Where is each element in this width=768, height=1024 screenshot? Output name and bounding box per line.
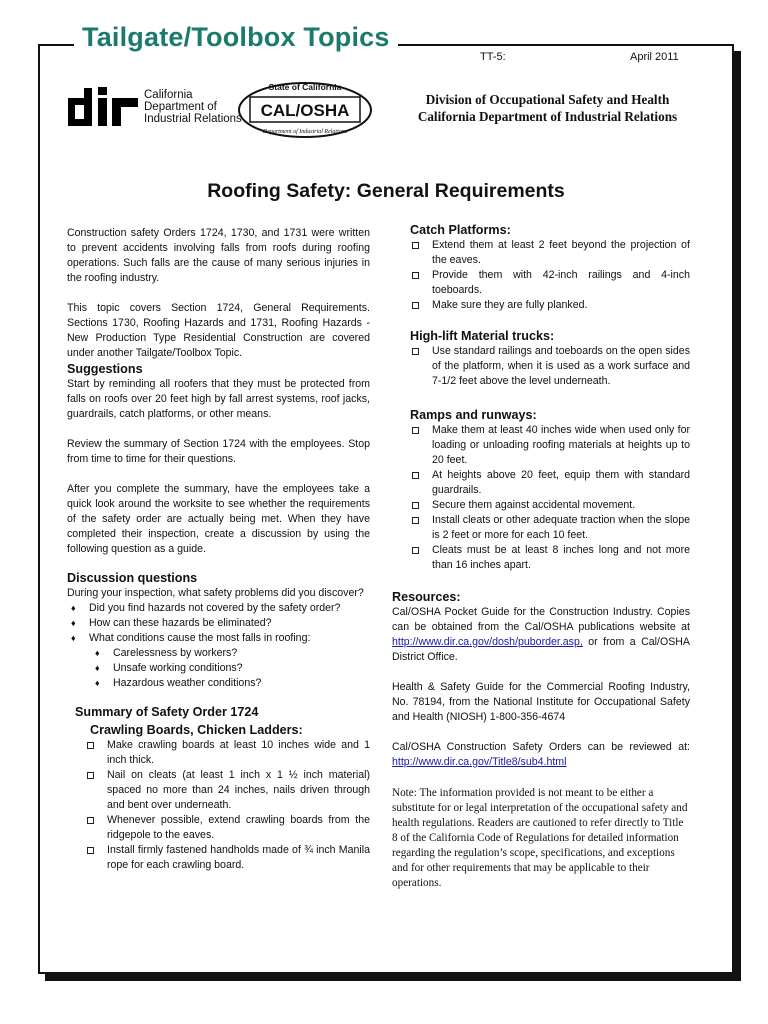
list-item: Make crawling boards at least 10 inches wide and 1 inch thick. [85,738,370,768]
page-title: Roofing Safety: General Requirements [207,180,565,202]
left-column [67,226,370,873]
suggestion-paragraph-1: Start by reminding all roofers that they must be protected from falls on roofs over 20 feet high by fall arrest systems, roof jacks, guardrails, catch platforms, or other means. [67,378,370,420]
issue-date: April 2011 [630,51,679,63]
resource-safety-orders: Cal/OSHA Construction Safety Orders can be reviewed at: http://www.dir.ca.gov/Title8/sub4.html [392,741,690,768]
list-item: Make them at least 40 inches wide when used only for loading or unloading roofing materials at heights up to 20 feet. [410,423,690,468]
dir-logo-mark: dir [68,129,70,130]
list-item: ♦ Hazardous weather conditions? [67,676,370,691]
dir-logo-text: California Department of Industrial Relations [144,89,242,125]
list-item: Install cleats or other adequate traction when the slope is 2 feet or more for each 10 feet. [410,513,690,543]
high-lift-heading: High-lift Material trucks: [410,329,555,343]
list-item: Use standard railings and toeboards on the open sides of the platform, when it is used as a work surface and 7-1/2 feet above the level underneath. [410,344,690,389]
osha-logo-main: CAL/OSHA [260,101,350,120]
list-item: Provide them with 42-inch railings and 4-inch toeboards. [410,268,690,298]
list-item: At heights above 20 feet, equip them with standard guardrails. [410,468,690,498]
discussion-intro: During your inspection, what safety problems did you discover? [67,587,364,599]
intro-paragraph-1: Construction safety Orders 1724, 1730, and 1731 were written to prevent accidents involving falls from roofs during roofing operations. Such falls are the cause of many serious injuries in the roofing industry. [67,227,370,284]
list-item: ♦ Carelessness by workers? [67,646,370,661]
suggestions-heading: Suggestions [67,362,143,376]
list-item: Install firmly fastened handholds made of ¾ inch Manila rope for each crawling board. [85,843,370,873]
list-item: Whenever possible, extend crawling boards from the ridgepole to the eaves. [85,813,370,843]
list-item: Make sure they are fully planked. [410,298,690,313]
high-lift-list [392,344,690,389]
osha-logo-top: State of California [268,82,342,92]
list-item: ♦ Unsafe working conditions? [67,661,370,676]
list-item: ♦ How can these hazards be eliminated? [67,616,370,631]
banner-title: Tailgate/Toolbox Topics [74,22,398,53]
summary-heading: Summary of Safety Order 1724 [75,705,259,719]
list-item: ♦ What conditions cause the most falls in roofing: [67,631,370,646]
crawling-boards-list [67,738,370,873]
discussion-sublist [67,646,370,691]
discussion-heading: Discussion questions [67,571,198,585]
resource-pocket-guide: Cal/OSHA Pocket Guide for the Construction Industry. Copies can be obtained from the Cal/OSHA publications website at http://www.dir.ca.gov/dosh/puborder.asp, or from a Cal/OSHA District Office. [392,606,690,663]
title8-link[interactable]: http://www.dir.ca.gov/Title8/sub4.html [392,756,567,768]
catch-platforms-heading: Catch Platforms: [410,223,511,237]
tt-number: TT-5: [480,51,506,63]
dir-logo [66,84,142,130]
disclaimer-note: Note: The information provided is not meant to be either a substitute for or legal interpretation of the occupational safety and health regulations. Readers are cautioned to refer directly to Title 8 of the California Code of Regulations for detailed information regarding the regulation’s scope, specifications, and exceptions and for other requirements that may be applicable to their operations. [392,787,688,889]
ramps-heading: Ramps and runways: [410,408,537,422]
intro-paragraph-2: This topic covers Section 1724, General Requirements. Sections 1730, Roofing Hazards and 1731, Roofing Hazards - New Production Type Residential Construction are covered under another Tailgate/Toolbox Topic. [67,302,370,359]
crawling-boards-heading: Crawling Boards, Chicken Ladders: [90,723,303,737]
cal-osha-logo [236,78,374,140]
puborder-link[interactable]: http://www.dir.ca.gov/dosh/puborder.asp, [392,636,583,648]
list-item: Nail on cleats (at least 1 inch x 1 ½ inch material) spaced no more than 24 inches, nails driven through and bent over underneath. [85,768,370,813]
osha-logo-bottom: Department of Industrial Relations [262,129,348,135]
agency-header: Division of Occupational Safety and Health California Department of Industrial Relations [417,92,678,124]
resources-heading: Resources: [392,590,461,604]
list-item: Extend them at least 2 feet beyond the projection of the eaves. [410,238,690,268]
resource-niosh-guide: Health & Safety Guide for the Commercial Roofing Industry, No. 78194, from the National Institute for Occupational Safety and Health (NIOSH) 1-800-356-4674 [392,681,690,723]
suggestion-paragraph-3: After you complete the summary, have the employees take a quick look around the worksite to see whether the requirements of the safety order are actually being met. When they have completed their inspection, create a discussion by using the following question as a guide. [67,483,370,555]
list-item: Cleats must be at least 8 inches long and not more than 16 inches apart. [410,543,690,573]
right-column [392,222,690,891]
ramps-list [392,423,690,573]
suggestion-paragraph-2: Review the summary of Section 1724 with the employees. Stop from time to time for their questions. [67,438,370,465]
list-item: ♦ Did you find hazards not covered by the safety order? [67,601,370,616]
discussion-list [67,601,370,646]
catch-platforms-list [392,238,690,313]
list-item: Secure them against accidental movement. [410,498,690,513]
